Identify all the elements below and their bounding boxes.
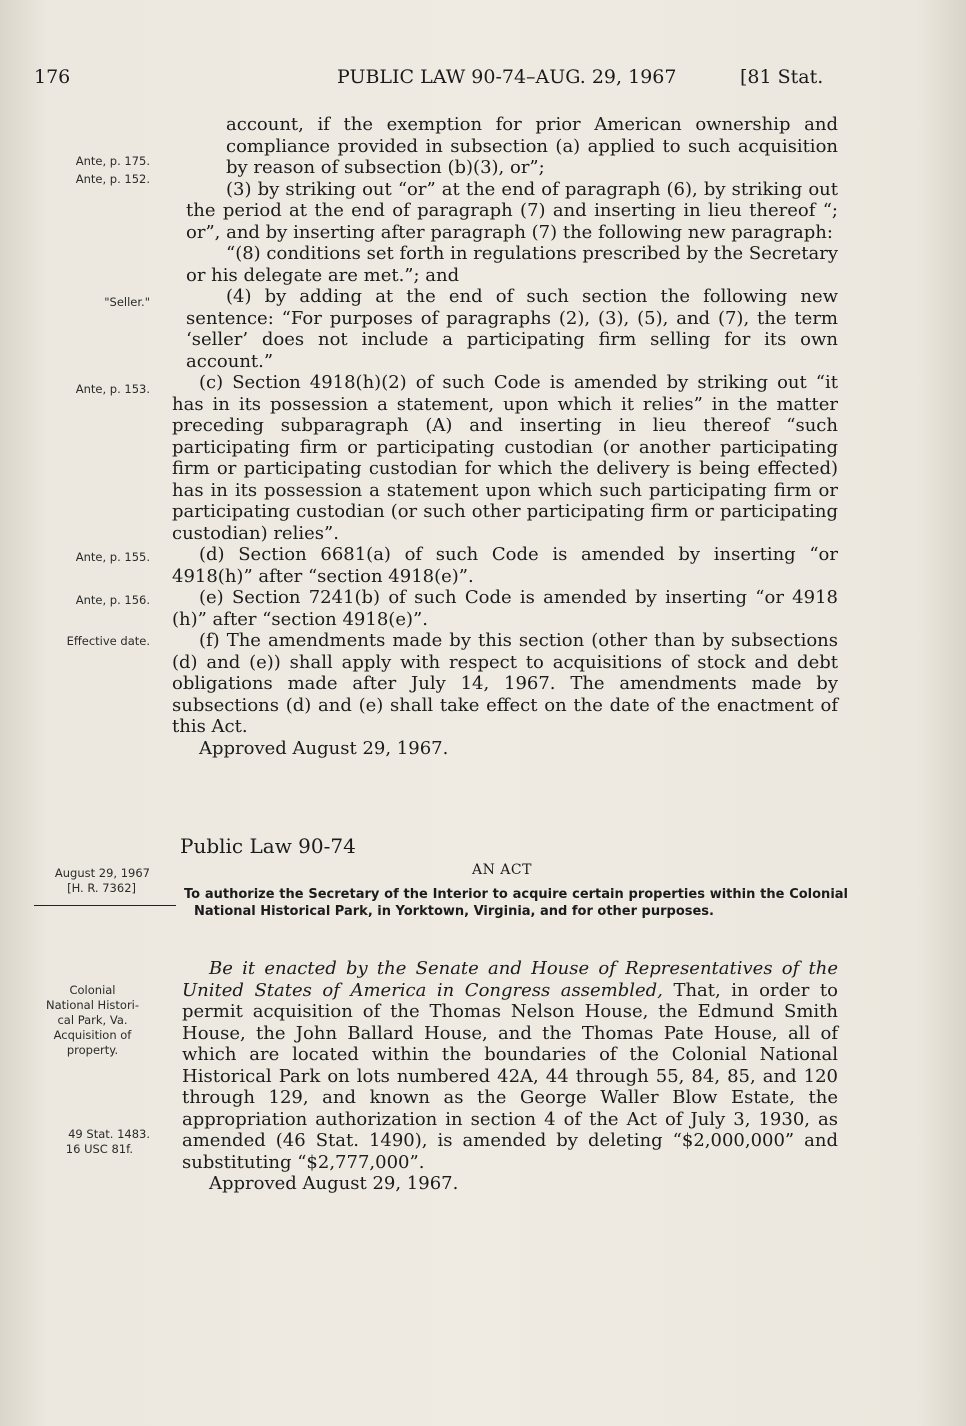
second-law-text [182,958,838,1195]
public-law-title: Public Law 90-74 [180,834,356,858]
colonial-line-5: property. [66,1043,119,1057]
margin-note-effective-date: Effective date. [66,634,150,648]
paragraph-4: (4) by adding at the end of such section the following new sentence: “For purposes of paragraphs (2), (3), (5), and (7), the term ‘seller’ does not include a participating firm selling for its own account.” [186,286,838,372]
first-law-text [172,114,838,759]
colonial-line-4: Acquisition of [53,1028,132,1042]
colonial-line-3: cal Park, Va. [57,1013,128,1027]
running-title: PUBLIC LAW 90-74–AUG. 29, 1967 [337,66,677,88]
paragraph-c: (c) Section 4918(h)(2) of such Code is amended by striking out “it has in its possession a statement, upon which it relies” in the matter preceding subparagraph (A) and inserting in lieu thereof “such participating firm or participating custodian (or another participating firm or participating custodian for which the delivery is being effected) has in its possession a statement upon which such participating firm or participating custodian (or such other participating firm or participating custodian) relies”. [172,372,838,544]
approved-line-2: Approved August 29, 1967. [209,1173,459,1194]
margin-note-ante-155: Ante, p. 155. [75,550,150,564]
margin-note-stat-ref: 49 Stat. 1483. [68,1127,150,1141]
paragraph-continuation: account, if the exemption for prior American ownership and compliance provided in subsection (a) applied to such acquisition by reason of subsection (b)(3), or”; [226,114,838,178]
margin-note-ante-152: Ante, p. 152. [75,172,150,186]
statute-volume: [81 Stat. [740,66,824,88]
margin-note-ante-156: Ante, p. 156. [75,593,150,607]
margin-note-usc-ref: 16 USC 81f. [65,1142,133,1156]
paragraph-f: (f) The amendments made by this section (other than by subsections (d) and (e)) shall apply with respect to acquisitions of stock and debt obligations made after July 14, 1967. The amendments made by subsections (d) and (e) shall take effect on the date of the enactment of this Act. [172,630,838,737]
enacting-paragraph [182,958,838,1173]
margin-note-ante-153: Ante, p. 153. [75,382,150,396]
colonial-line-1: Colonial [69,983,116,997]
margin-note-colonial-park [20,983,165,1058]
margin-note-seller: "Seller." [104,295,150,309]
paragraph-d: (d) Section 6681(a) of such Code is amended by inserting “or 4918(h)” after “section 4918(e)”. [172,544,838,587]
paragraph-3: (3) by striking out “or” at the end of paragraph (6), by striking out the period at the end of paragraph (7) and inserting in lieu thereof “; or”, and by inserting after paragraph (7) the following new paragraph: [186,178,838,243]
page-number: 176 [34,66,71,88]
margin-note-ante-175: Ante, p. 175. [75,154,150,168]
an-act-heading: AN ACT [472,862,532,878]
margin-note-bill-number: [H. R. 7362] [67,881,136,895]
enacting-clause: Be it enacted by the Senate and House of Representatives of the United States of America in Congress assembled, [182,958,838,1001]
act-body: That, in order to permit acquisition of the Thomas Nelson House, the Edmund Smith House, the John Ballard House, and the Thomas Pate House, all of which are located within the boundaries of the Colonial National Historical Park on lots numbered 42A, 44 through 55, 84, 85, and 120 through 129, and known as the George Waller Blow Estate, the appropriation authorization in section 4 of the Act of July 3, 1930, as amended (46 Stat. 1490), is amended by deleting “$2,000,000” and substituting “$2,777,000”. [182,979,838,1173]
act-purpose: To authorize the Secretary of the Interior to acquire certain properties within the Colonial National Historical Park, in Yorktown, Virginia, and for other purposes. [184,887,848,919]
paragraph-8: “(8) conditions set forth in regulations prescribed by the Secretary or his delegate are met.”; and [186,243,838,286]
colonial-line-2: National Histori- [45,998,140,1012]
margin-divider [34,905,176,906]
paragraph-e: (e) Section 7241(b) of such Code is amended by inserting “or 4918 (h)” after “section 4918(e)”. [172,587,838,630]
page-header [0,66,966,96]
margin-note-date: August 29, 1967 [54,866,150,880]
approved-line-1: Approved August 29, 1967. [199,737,449,759]
